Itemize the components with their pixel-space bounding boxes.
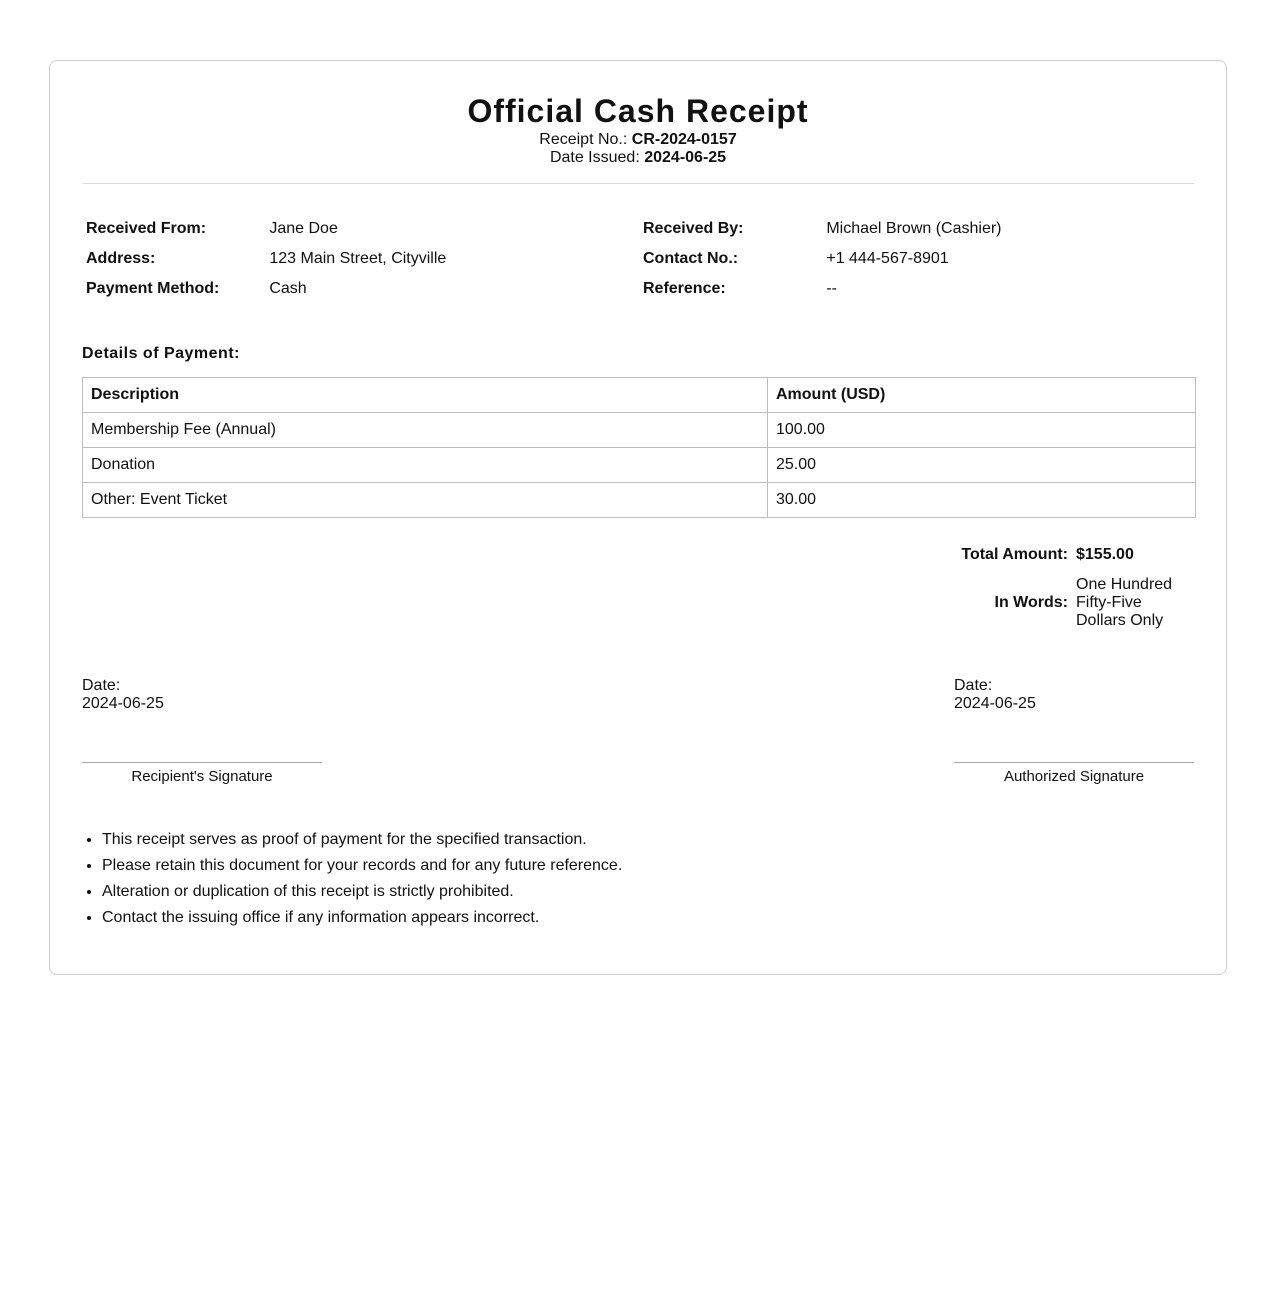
payment-method-value: Cash bbox=[269, 280, 307, 297]
reference-value: -- bbox=[826, 280, 837, 297]
info-row bbox=[82, 274, 1196, 304]
payment-section-title: Details of Payment: bbox=[82, 345, 240, 362]
received-by-value: Michael Brown (Cashier) bbox=[826, 220, 1002, 237]
total-amount-label: Total Amount: bbox=[961, 546, 1068, 563]
row-amount: 30.00 bbox=[768, 483, 1196, 518]
row-description: Donation bbox=[83, 448, 768, 483]
column-header-description: Description bbox=[83, 378, 768, 413]
info-row bbox=[82, 244, 1196, 274]
recipient-date-label: Date: bbox=[82, 677, 121, 694]
table-row bbox=[83, 448, 1196, 483]
reference-label: Reference: bbox=[643, 280, 726, 297]
authorized-signature-label: Authorized Signature bbox=[1003, 768, 1145, 785]
table-row bbox=[83, 413, 1196, 448]
date-issued-label: Date Issued: bbox=[549, 149, 640, 166]
receipt-header bbox=[82, 91, 1194, 184]
total-amount-value: $155.00 bbox=[1076, 546, 1134, 563]
table-row bbox=[83, 483, 1196, 518]
address-label: Address: bbox=[86, 250, 156, 267]
amount-in-words-value: One Hundred Fifty-Five Dollars Only bbox=[1076, 576, 1173, 629]
received-from-label: Received From: bbox=[86, 220, 207, 237]
payment-table bbox=[82, 377, 1196, 518]
notes-list bbox=[82, 827, 622, 931]
amount-in-words-row bbox=[936, 576, 1194, 630]
row-description: Other: Event Ticket bbox=[83, 483, 768, 518]
total-amount-row bbox=[936, 546, 1194, 564]
address-value: 123 Main Street, Cityville bbox=[269, 250, 447, 267]
receipt-number-line bbox=[82, 131, 1194, 149]
amount-in-words-label: In Words: bbox=[994, 594, 1068, 611]
list-item: • This receipt serves as proof of payment for the specified transaction. bbox=[102, 827, 622, 853]
recipient-signature-line bbox=[82, 762, 322, 785]
date-issued: 2024-06-25 bbox=[644, 149, 727, 166]
received-by-label: Received By: bbox=[643, 220, 744, 237]
list-item: • Alteration or duplication of this receipt is strictly prohibited. bbox=[102, 879, 622, 905]
row-amount: 25.00 bbox=[768, 448, 1196, 483]
authorized-signature-line bbox=[954, 762, 1194, 785]
recipient-signature-label: Recipient's Signature bbox=[131, 768, 273, 785]
totals-block bbox=[936, 546, 1194, 630]
authorized-date-label: Date: bbox=[954, 677, 993, 694]
contact-label: Contact No.: bbox=[643, 250, 739, 267]
receipt-card bbox=[49, 60, 1227, 975]
contact-value: +1 444-567-8901 bbox=[826, 250, 949, 267]
page-title: Official Cash Receipt bbox=[467, 93, 809, 129]
payment-method-label: Payment Method: bbox=[86, 280, 220, 297]
table-header-row bbox=[83, 378, 1196, 413]
list-item: • Contact the issuing office if any information appears incorrect. bbox=[102, 905, 622, 931]
authorized-date-value: 2024-06-25 bbox=[954, 695, 1036, 712]
receipt-number-label: Receipt No.: bbox=[539, 131, 628, 148]
row-description: Membership Fee (Annual) bbox=[83, 413, 768, 448]
receipt-number: CR-2024-0157 bbox=[631, 131, 737, 148]
recipient-date-block bbox=[82, 677, 164, 713]
date-issued-line bbox=[82, 149, 1194, 167]
receipt-info bbox=[82, 214, 1196, 304]
received-from-value: Jane Doe bbox=[269, 220, 338, 237]
row-amount: 100.00 bbox=[768, 413, 1196, 448]
list-item: • Please retain this document for your records and for any future reference. bbox=[102, 853, 622, 879]
authorized-date-block bbox=[954, 677, 1194, 713]
info-row bbox=[82, 214, 1196, 244]
recipient-date-value: 2024-06-25 bbox=[82, 695, 164, 712]
column-header-amount: Amount (USD) bbox=[768, 378, 1196, 413]
